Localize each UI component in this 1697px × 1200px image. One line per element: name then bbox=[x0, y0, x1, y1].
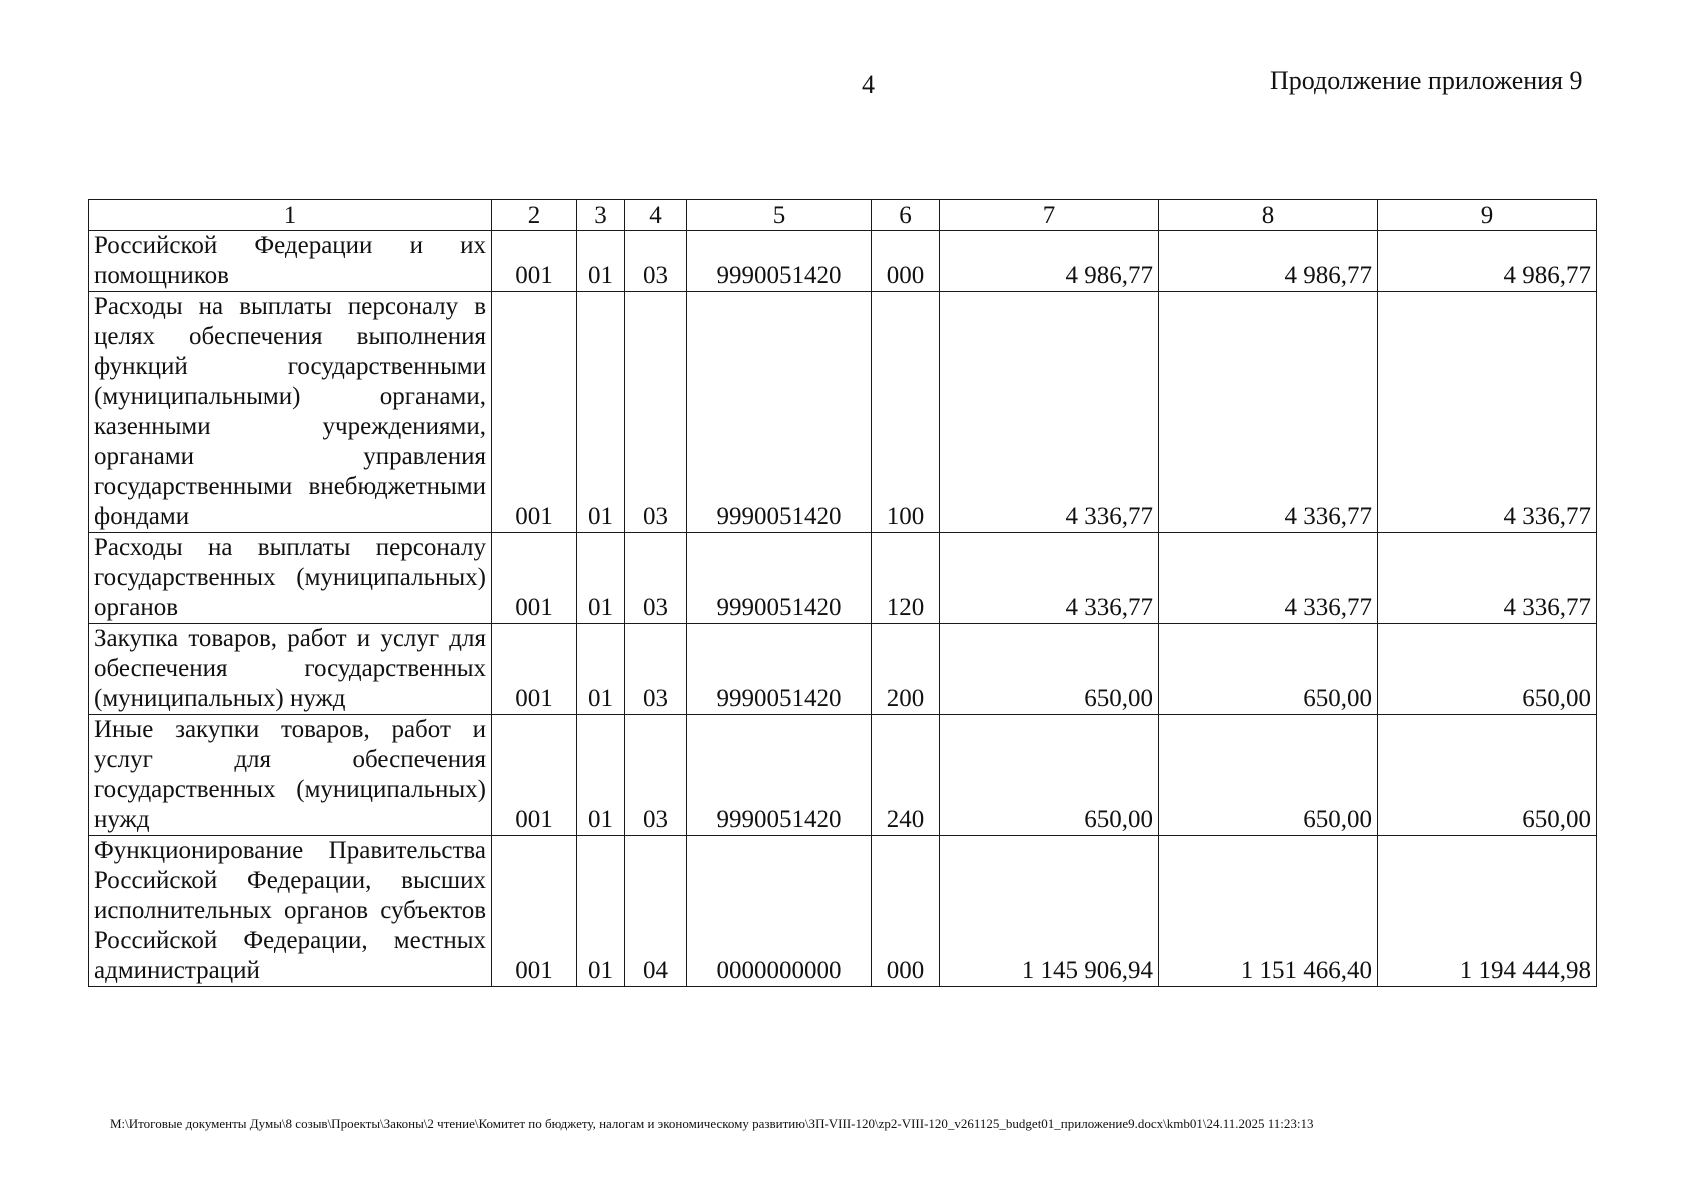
amount-col9-cell: 4 336,77 bbox=[1378, 533, 1597, 624]
amount-col9-cell: 1 194 444,98 bbox=[1378, 836, 1597, 987]
amount-col7-cell: 650,00 bbox=[940, 715, 1159, 836]
table-row bbox=[89, 715, 1597, 836]
expense-type-cell: 200 bbox=[872, 624, 940, 715]
expense-type-cell: 100 bbox=[872, 292, 940, 533]
section-code-cell: 01 bbox=[577, 533, 625, 624]
ministry-code-cell: 001 bbox=[492, 292, 577, 533]
expense-name-cell: Расходы на выплаты персоналу в целях обеспечения выполнения функций государственными (муниципальными) органами, казенными учреждениями, органами управления государственными внебюджетными фондами bbox=[89, 292, 492, 533]
subsection-code-cell: 03 bbox=[625, 292, 687, 533]
subsection-code-cell: 04 bbox=[625, 836, 687, 987]
column-header-8: 8 bbox=[1159, 200, 1378, 231]
appendix-continuation-label: Продолжение приложения 9 bbox=[1270, 66, 1583, 95]
amount-col9-cell: 4 986,77 bbox=[1378, 231, 1597, 292]
amount-col7-cell: 1 145 906,94 bbox=[940, 836, 1159, 987]
column-header-9: 9 bbox=[1378, 200, 1597, 231]
budget-table bbox=[88, 199, 1597, 987]
ministry-code-cell: 001 bbox=[492, 231, 577, 292]
target-article-cell: 9990051420 bbox=[687, 715, 872, 836]
amount-col7-cell: 650,00 bbox=[940, 624, 1159, 715]
amount-col9-cell: 650,00 bbox=[1378, 624, 1597, 715]
section-code-cell: 01 bbox=[577, 715, 625, 836]
target-article-cell: 9990051420 bbox=[687, 624, 872, 715]
table-row bbox=[89, 533, 1597, 624]
section-code-cell: 01 bbox=[577, 231, 625, 292]
amount-col8-cell: 650,00 bbox=[1159, 624, 1378, 715]
column-header-3: 3 bbox=[577, 200, 625, 231]
ministry-code-cell: 001 bbox=[492, 715, 577, 836]
amount-col8-cell: 650,00 bbox=[1159, 715, 1378, 836]
expense-name-cell: Закупка товаров, работ и услуг для обеспечения государственных (муниципальных) нужд bbox=[89, 624, 492, 715]
expense-type-cell: 000 bbox=[872, 231, 940, 292]
amount-col9-cell: 4 336,77 bbox=[1378, 292, 1597, 533]
expense-type-cell: 120 bbox=[872, 533, 940, 624]
subsection-code-cell: 03 bbox=[625, 715, 687, 836]
amount-col7-cell: 4 986,77 bbox=[940, 231, 1159, 292]
column-header-5: 5 bbox=[687, 200, 872, 231]
table-header-row bbox=[89, 200, 1597, 231]
table-row bbox=[89, 836, 1597, 987]
amount-col8-cell: 1 151 466,40 bbox=[1159, 836, 1378, 987]
amount-col9-cell: 650,00 bbox=[1378, 715, 1597, 836]
ministry-code-cell: 001 bbox=[492, 533, 577, 624]
target-article-cell: 9990051420 bbox=[687, 533, 872, 624]
amount-col8-cell: 4 336,77 bbox=[1159, 292, 1378, 533]
target-article-cell: 9990051420 bbox=[687, 292, 872, 533]
column-header-1: 1 bbox=[89, 200, 492, 231]
amount-col8-cell: 4 336,77 bbox=[1159, 533, 1378, 624]
expense-name-cell: Иные закупки товаров, работ и услуг для обеспечения государственных (муниципальных) нужд bbox=[89, 715, 492, 836]
column-header-2: 2 bbox=[492, 200, 577, 231]
column-header-4: 4 bbox=[625, 200, 687, 231]
document-file-path: М:\Итоговые документы Думы\8 созыв\Проекты\Законы\2 чтение\Комитет по бюджету, налогам и экономическому развитию\ЗП-VIII-120\zp2-VIII-120_v261125_budget01_приложение9.docx\kmb01\24.11.2025 11:23:13 bbox=[110, 1116, 1314, 1131]
subsection-code-cell: 03 bbox=[625, 533, 687, 624]
table-row bbox=[89, 231, 1597, 292]
section-code-cell: 01 bbox=[577, 292, 625, 533]
expense-name-cell: Функционирование Правительства Российской Федерации, высших исполнительных органов субъектов Российской Федерации, местных администраций bbox=[89, 836, 492, 987]
ministry-code-cell: 001 bbox=[492, 624, 577, 715]
page-number: 4 bbox=[862, 70, 875, 99]
expense-name-cell: Расходы на выплаты персоналу государственных (муниципальных) органов bbox=[89, 533, 492, 624]
target-article-cell: 0000000000 bbox=[687, 836, 872, 987]
table-row bbox=[89, 624, 1597, 715]
target-article-cell: 9990051420 bbox=[687, 231, 872, 292]
amount-col8-cell: 4 986,77 bbox=[1159, 231, 1378, 292]
section-code-cell: 01 bbox=[577, 624, 625, 715]
expense-type-cell: 240 bbox=[872, 715, 940, 836]
column-header-7: 7 bbox=[940, 200, 1159, 231]
amount-col7-cell: 4 336,77 bbox=[940, 292, 1159, 533]
subsection-code-cell: 03 bbox=[625, 624, 687, 715]
subsection-code-cell: 03 bbox=[625, 231, 687, 292]
amount-col7-cell: 4 336,77 bbox=[940, 533, 1159, 624]
section-code-cell: 01 bbox=[577, 836, 625, 987]
column-header-6: 6 bbox=[872, 200, 940, 231]
expense-type-cell: 000 bbox=[872, 836, 940, 987]
table-row bbox=[89, 292, 1597, 533]
ministry-code-cell: 001 bbox=[492, 836, 577, 987]
expense-name-cell: Российской Федерации и их помощников bbox=[89, 231, 492, 292]
